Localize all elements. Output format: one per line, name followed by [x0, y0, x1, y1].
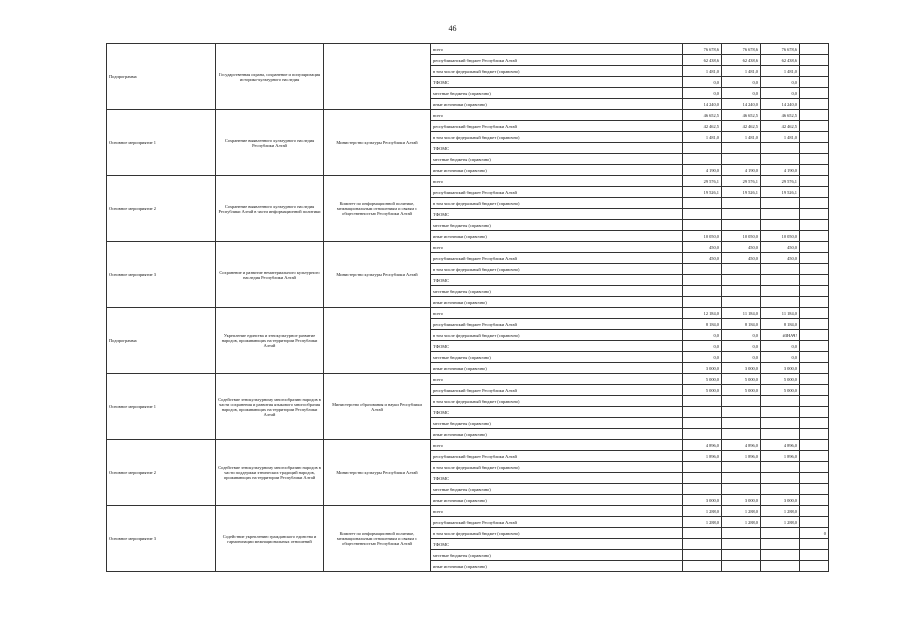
funding-source-cell: ТФОМС [431, 407, 683, 418]
year-1-value-cell: 1 896,0 [683, 451, 722, 462]
year-1-value-cell: 1 288,0 [683, 506, 722, 517]
extra-value-cell [800, 143, 829, 154]
extra-value-cell [800, 462, 829, 473]
year-1-value-cell: 5 000,0 [683, 374, 722, 385]
funding-source-cell: ТФОМС [431, 473, 683, 484]
year-1-value-cell [683, 143, 722, 154]
year-1-value-cell [683, 528, 722, 539]
year-1-value-cell: 19 526,1 [683, 187, 722, 198]
funding-source-cell: ТФОМС [431, 539, 683, 550]
table-row [107, 176, 829, 187]
year-1-value-cell: 1 481,0 [683, 132, 722, 143]
table-row [107, 44, 829, 55]
year-3-value-cell [761, 286, 800, 297]
extra-value-cell [800, 473, 829, 484]
extra-value-cell: 0 [800, 528, 829, 539]
extra-value-cell [800, 517, 829, 528]
funding-source-cell: местные бюджеты (справочно) [431, 550, 683, 561]
funding-source-cell: в том числе федеральный бюджет (справочно) [431, 198, 683, 209]
year-1-value-cell [683, 407, 722, 418]
funding-source-cell: иные источники (справочно) [431, 231, 683, 242]
extra-value-cell [800, 121, 829, 132]
funding-source-cell: в том числе федеральный бюджет (справочно) [431, 66, 683, 77]
year-2-value-cell [722, 429, 761, 440]
year-3-value-cell [761, 198, 800, 209]
year-3-value-cell: 0,0 [761, 77, 800, 88]
year-3-value-cell: 1 481,0 [761, 132, 800, 143]
funding-source-cell: республиканский бюджет Республики Алтай [431, 385, 683, 396]
extra-value-cell [800, 330, 829, 341]
year-1-value-cell [683, 429, 722, 440]
block-type-cell: Основное мероприятие 1 [107, 110, 216, 176]
year-2-value-cell: 4 190,0 [722, 165, 761, 176]
year-3-value-cell [761, 264, 800, 275]
year-2-value-cell: 5 000,0 [722, 385, 761, 396]
year-1-value-cell: 29 576,1 [683, 176, 722, 187]
block-name-cell: Содействие укреплению гражданского единства и гармонизации межнациональных отношений [216, 506, 324, 572]
table-row [107, 440, 829, 451]
year-3-value-cell: 76 678,6 [761, 44, 800, 55]
year-1-value-cell: 0,0 [683, 77, 722, 88]
year-2-value-cell: 0,0 [722, 330, 761, 341]
year-3-value-cell: 0,0 [761, 88, 800, 99]
extra-value-cell [800, 110, 829, 121]
table-row [107, 506, 829, 517]
year-1-value-cell: 1 481,0 [683, 66, 722, 77]
responsible-executor-cell: Министерство культуры Республики Алтай [324, 440, 431, 506]
year-1-value-cell [683, 297, 722, 308]
responsible-executor-cell: Комитет по информационной политике, межнациональным отношениям и связям с общественностью Республики Алтай [324, 176, 431, 242]
year-3-value-cell [761, 154, 800, 165]
year-3-value-cell [761, 429, 800, 440]
funding-source-cell: иные источники (справочно) [431, 495, 683, 506]
year-2-value-cell: 3 000,0 [722, 495, 761, 506]
responsible-executor-cell: Министерство культуры Республики Алтай [324, 242, 431, 308]
funding-source-cell: в том числе федеральный бюджет (справочно) [431, 132, 683, 143]
extra-value-cell [800, 187, 829, 198]
block-type-cell: Основное мероприятие 2 [107, 440, 216, 506]
year-3-value-cell: 4 190,0 [761, 165, 800, 176]
year-3-value-cell: 0,0 [761, 341, 800, 352]
year-2-value-cell [722, 286, 761, 297]
year-1-value-cell [683, 396, 722, 407]
year-2-value-cell: 1 481,0 [722, 66, 761, 77]
funding-source-cell: ТФОМС [431, 275, 683, 286]
funding-source-cell: ТФОМС [431, 209, 683, 220]
extra-value-cell [800, 66, 829, 77]
year-2-value-cell: 3 000,0 [722, 363, 761, 374]
year-2-value-cell: 0,0 [722, 77, 761, 88]
year-2-value-cell: 1 896,0 [722, 451, 761, 462]
budget-table [106, 43, 829, 572]
year-3-value-cell: 11 184,0 [761, 308, 800, 319]
year-1-value-cell: 8 184,0 [683, 319, 722, 330]
extra-value-cell [800, 209, 829, 220]
year-1-value-cell: 0,0 [683, 88, 722, 99]
block-name-cell: Сохранение выявленного культурного наследия Республики Алтай [216, 110, 324, 176]
year-2-value-cell: 0,0 [722, 341, 761, 352]
funding-source-cell: иные источники (справочно) [431, 363, 683, 374]
year-1-value-cell [683, 154, 722, 165]
funding-source-cell: всего [431, 110, 683, 121]
year-1-value-cell [683, 220, 722, 231]
year-3-value-cell: 1 481,0 [761, 66, 800, 77]
year-2-value-cell [722, 462, 761, 473]
funding-source-cell: республиканский бюджет Республики Алтай [431, 319, 683, 330]
funding-source-cell: иные источники (справочно) [431, 561, 683, 572]
year-3-value-cell: 42 462,5 [761, 121, 800, 132]
year-2-value-cell [722, 198, 761, 209]
extra-value-cell [800, 275, 829, 286]
extra-value-cell [800, 286, 829, 297]
year-1-value-cell [683, 275, 722, 286]
responsible-executor-cell [324, 44, 431, 110]
extra-value-cell [800, 264, 829, 275]
extra-value-cell [800, 440, 829, 451]
year-2-value-cell: 14 240,0 [722, 99, 761, 110]
extra-value-cell [800, 88, 829, 99]
extra-value-cell [800, 407, 829, 418]
year-2-value-cell [722, 528, 761, 539]
year-2-value-cell: 450,0 [722, 242, 761, 253]
extra-value-cell [800, 495, 829, 506]
year-1-value-cell [683, 418, 722, 429]
year-3-value-cell: 46 652,5 [761, 110, 800, 121]
extra-value-cell [800, 550, 829, 561]
funding-source-cell: республиканский бюджет Республики Алтай [431, 121, 683, 132]
extra-value-cell [800, 363, 829, 374]
extra-value-cell [800, 77, 829, 88]
extra-value-cell [800, 253, 829, 264]
extra-value-cell [800, 561, 829, 572]
funding-source-cell: местные бюджеты (справочно) [431, 418, 683, 429]
year-3-value-cell: 450,0 [761, 253, 800, 264]
extra-value-cell [800, 506, 829, 517]
year-2-value-cell [722, 418, 761, 429]
block-name-cell: Сохранение выявленного культурного наследия Республики Алтай в части информационной политики [216, 176, 324, 242]
year-3-value-cell: 1 896,0 [761, 451, 800, 462]
funding-source-cell: республиканский бюджет Республики Алтай [431, 55, 683, 66]
year-1-value-cell: 3 000,0 [683, 495, 722, 506]
year-3-value-cell [761, 539, 800, 550]
extra-value-cell [800, 242, 829, 253]
table-row [107, 110, 829, 121]
table-row [107, 242, 829, 253]
year-1-value-cell [683, 209, 722, 220]
year-1-value-cell [683, 539, 722, 550]
block-name-cell: Сохранение и развитие нематериального культурного наследия Республики Алтай [216, 242, 324, 308]
block-type-cell: Основное мероприятие 2 [107, 176, 216, 242]
year-3-value-cell [761, 484, 800, 495]
year-1-value-cell [683, 462, 722, 473]
year-1-value-cell: 0,0 [683, 352, 722, 363]
funding-source-cell: местные бюджеты (справочно) [431, 286, 683, 297]
block-type-cell: Подпрограмма [107, 308, 216, 374]
extra-value-cell [800, 451, 829, 462]
year-1-value-cell: 14 240,0 [683, 99, 722, 110]
year-1-value-cell: 5 000,0 [683, 385, 722, 396]
funding-source-cell: в том числе федеральный бюджет (справочно) [431, 528, 683, 539]
extra-value-cell [800, 198, 829, 209]
year-2-value-cell: 42 462,5 [722, 121, 761, 132]
table-row [107, 374, 829, 385]
funding-source-cell: иные источники (справочно) [431, 429, 683, 440]
funding-source-cell: всего [431, 176, 683, 187]
block-type-cell: Основное мероприятие 1 [107, 374, 216, 440]
extra-value-cell [800, 297, 829, 308]
year-2-value-cell [722, 209, 761, 220]
year-3-value-cell: 8 184,0 [761, 319, 800, 330]
funding-source-cell: местные бюджеты (справочно) [431, 352, 683, 363]
year-3-value-cell: 1 288,0 [761, 506, 800, 517]
block-type-cell: Подпрограмма [107, 44, 216, 110]
year-1-value-cell: 76 678,6 [683, 44, 722, 55]
extra-value-cell [800, 319, 829, 330]
year-3-value-cell [761, 418, 800, 429]
extra-value-cell [800, 165, 829, 176]
year-1-value-cell: 450,0 [683, 242, 722, 253]
extra-value-cell [800, 484, 829, 495]
year-2-value-cell: 4 896,0 [722, 440, 761, 451]
year-2-value-cell [722, 297, 761, 308]
year-3-value-cell: 3 000,0 [761, 363, 800, 374]
year-2-value-cell: 0,0 [722, 352, 761, 363]
year-3-value-cell [761, 550, 800, 561]
table-row [107, 308, 829, 319]
year-1-value-cell [683, 473, 722, 484]
year-2-value-cell: 1 288,0 [722, 517, 761, 528]
funding-source-cell: республиканский бюджет Республики Алтай [431, 517, 683, 528]
year-1-value-cell [683, 264, 722, 275]
year-2-value-cell [722, 396, 761, 407]
year-2-value-cell [722, 407, 761, 418]
funding-source-cell: местные бюджеты (справочно) [431, 220, 683, 231]
year-1-value-cell: 0,0 [683, 330, 722, 341]
block-name-cell: Укрепление единства и этнокультурное развитие народов, проживающих на территории Республики Алтай [216, 308, 324, 374]
year-3-value-cell [761, 220, 800, 231]
year-1-value-cell [683, 286, 722, 297]
year-2-value-cell: 1 481,0 [722, 132, 761, 143]
year-2-value-cell [722, 550, 761, 561]
funding-source-cell: республиканский бюджет Республики Алтай [431, 451, 683, 462]
year-1-value-cell: 4 896,0 [683, 440, 722, 451]
extra-value-cell [800, 385, 829, 396]
year-1-value-cell: 0,0 [683, 341, 722, 352]
year-2-value-cell: 8 184,0 [722, 319, 761, 330]
year-2-value-cell [722, 220, 761, 231]
funding-source-cell: всего [431, 242, 683, 253]
year-1-value-cell: 3 000,0 [683, 363, 722, 374]
year-3-value-cell: 29 576,1 [761, 176, 800, 187]
page-number: 46 [448, 24, 457, 33]
extra-value-cell [800, 396, 829, 407]
year-3-value-cell: 10 050,0 [761, 231, 800, 242]
year-2-value-cell [722, 561, 761, 572]
extra-value-cell [800, 231, 829, 242]
year-3-value-cell [761, 473, 800, 484]
extra-value-cell [800, 132, 829, 143]
year-3-value-cell: 450,0 [761, 242, 800, 253]
year-3-value-cell [761, 528, 800, 539]
funding-source-cell: местные бюджеты (справочно) [431, 484, 683, 495]
block-name-cell: Государственная охрана, сохранение и популяризация историко-культурного наследия [216, 44, 324, 110]
year-3-value-cell: #ЗНАЧ! [761, 330, 800, 341]
extra-value-cell [800, 418, 829, 429]
year-3-value-cell: 14 240,0 [761, 99, 800, 110]
year-2-value-cell: 0,0 [722, 88, 761, 99]
year-3-value-cell [761, 561, 800, 572]
year-1-value-cell: 1 288,0 [683, 517, 722, 528]
year-1-value-cell [683, 484, 722, 495]
extra-value-cell [800, 352, 829, 363]
year-2-value-cell: 11 184,0 [722, 308, 761, 319]
year-3-value-cell: 3 000,0 [761, 495, 800, 506]
year-3-value-cell: 5 000,0 [761, 374, 800, 385]
responsible-executor-cell [324, 308, 431, 374]
extra-value-cell [800, 429, 829, 440]
year-1-value-cell: 450,0 [683, 253, 722, 264]
year-3-value-cell: 62 438,6 [761, 55, 800, 66]
funding-source-cell: ТФОМС [431, 143, 683, 154]
year-2-value-cell [722, 484, 761, 495]
extra-value-cell [800, 44, 829, 55]
year-1-value-cell [683, 561, 722, 572]
extra-value-cell [800, 308, 829, 319]
year-3-value-cell [761, 275, 800, 286]
extra-value-cell [800, 99, 829, 110]
year-1-value-cell: 10 050,0 [683, 231, 722, 242]
extra-value-cell [800, 176, 829, 187]
budget-table-body [107, 44, 829, 572]
responsible-executor-cell: Комитет по информационной политике, межнациональным отношениям и связям с общественностью Республики Алтай [324, 506, 431, 572]
year-3-value-cell [761, 462, 800, 473]
year-1-value-cell: 12 184,0 [683, 308, 722, 319]
funding-source-cell: местные бюджеты (справочно) [431, 154, 683, 165]
year-1-value-cell: 62 438,6 [683, 55, 722, 66]
extra-value-cell [800, 55, 829, 66]
year-3-value-cell [761, 297, 800, 308]
block-name-cell: Содействие этнокультурному многообразию народов в части поддержки этнических традиций народов, проживающих на территории Республики Алтай [216, 440, 324, 506]
year-2-value-cell: 29 576,1 [722, 176, 761, 187]
funding-source-cell: в том числе федеральный бюджет (справочно) [431, 396, 683, 407]
block-type-cell: Основное мероприятие 3 [107, 506, 216, 572]
funding-source-cell: республиканский бюджет Республики Алтай [431, 253, 683, 264]
year-3-value-cell: 5 000,0 [761, 385, 800, 396]
block-type-cell: Основное мероприятие 3 [107, 242, 216, 308]
funding-source-cell: ТФОМС [431, 341, 683, 352]
year-3-value-cell [761, 407, 800, 418]
extra-value-cell [800, 539, 829, 550]
year-2-value-cell [722, 473, 761, 484]
funding-source-cell: всего [431, 440, 683, 451]
year-3-value-cell: 1 288,0 [761, 517, 800, 528]
funding-source-cell: местные бюджеты (справочно) [431, 88, 683, 99]
extra-value-cell [800, 341, 829, 352]
funding-source-cell: ТФОМС [431, 77, 683, 88]
funding-source-cell: в том числе федеральный бюджет (справочно) [431, 462, 683, 473]
year-2-value-cell [722, 275, 761, 286]
block-name-cell: Содействие этнокультурному многообразию народов в части сохранения и развития языкового многообразия народов, проживающих на территории Республики Алтай [216, 374, 324, 440]
year-2-value-cell: 1 288,0 [722, 506, 761, 517]
funding-source-cell: в том числе федеральный бюджет (справочно) [431, 264, 683, 275]
year-1-value-cell: 46 652,5 [683, 110, 722, 121]
year-1-value-cell: 4 190,0 [683, 165, 722, 176]
year-3-value-cell: 19 526,1 [761, 187, 800, 198]
extra-value-cell [800, 154, 829, 165]
funding-source-cell: иные источники (справочно) [431, 99, 683, 110]
year-3-value-cell: 4 896,0 [761, 440, 800, 451]
year-2-value-cell [722, 264, 761, 275]
year-2-value-cell [722, 143, 761, 154]
year-2-value-cell: 5 000,0 [722, 374, 761, 385]
year-3-value-cell: 0,0 [761, 352, 800, 363]
extra-value-cell [800, 220, 829, 231]
year-2-value-cell: 76 678,6 [722, 44, 761, 55]
funding-source-cell: в том числе федеральный бюджет (справочно) [431, 330, 683, 341]
year-2-value-cell: 10 050,0 [722, 231, 761, 242]
funding-source-cell: всего [431, 308, 683, 319]
year-1-value-cell [683, 198, 722, 209]
funding-source-cell: иные источники (справочно) [431, 297, 683, 308]
year-2-value-cell [722, 154, 761, 165]
funding-source-cell: иные источники (справочно) [431, 165, 683, 176]
responsible-executor-cell: Министерство культуры Республики Алтай [324, 110, 431, 176]
year-2-value-cell: 450,0 [722, 253, 761, 264]
year-1-value-cell: 42 462,5 [683, 121, 722, 132]
responsible-executor-cell: Министерство образования и науки Республики Алтай [324, 374, 431, 440]
year-1-value-cell [683, 550, 722, 561]
year-3-value-cell [761, 396, 800, 407]
funding-source-cell: всего [431, 506, 683, 517]
year-2-value-cell: 19 526,1 [722, 187, 761, 198]
year-3-value-cell [761, 209, 800, 220]
year-2-value-cell: 62 438,6 [722, 55, 761, 66]
funding-source-cell: всего [431, 44, 683, 55]
extra-value-cell [800, 374, 829, 385]
year-3-value-cell [761, 143, 800, 154]
funding-source-cell: республиканский бюджет Республики Алтай [431, 187, 683, 198]
year-2-value-cell [722, 539, 761, 550]
year-2-value-cell: 46 652,5 [722, 110, 761, 121]
funding-source-cell: всего [431, 374, 683, 385]
